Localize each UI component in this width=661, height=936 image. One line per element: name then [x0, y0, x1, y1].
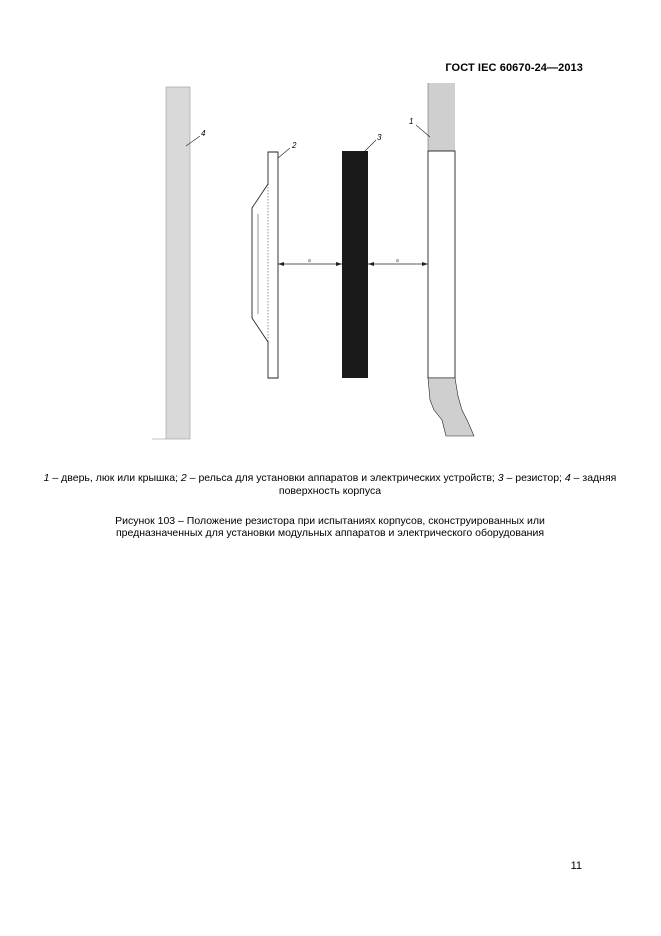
legend-text-2: – рельса для установки аппаратов и электрических устройств; — [186, 472, 498, 484]
callout-4: 4 — [201, 129, 206, 138]
document-header: ГОСТ IEC 60670-24—2013 — [445, 62, 583, 74]
legend-text-3: – резистор; — [503, 472, 565, 484]
caption-line-2: предназначенных для установки модульных аппаратов и электрического оборудования — [115, 527, 545, 539]
legend-text-4: – задняя поверхность корпуса — [278, 472, 617, 497]
caption-line-1: Рисунок 103 – Положение резистора при испытаниях корпусов, сконструированных или — [115, 515, 545, 527]
resistor — [342, 151, 368, 378]
legend-num-1: 1 — [43, 472, 50, 484]
door-cover — [428, 151, 455, 378]
rear-surface — [166, 87, 190, 439]
callout-1: 1 — [409, 117, 414, 126]
figure-caption — [40, 515, 620, 539]
legend-num-2: 2 — [180, 472, 187, 484]
legend-num-4: 4 — [564, 472, 571, 484]
page-number: 11 — [570, 860, 582, 872]
legend-num-3: 3 — [497, 472, 504, 484]
figure-legend — [40, 472, 620, 498]
callout-3: 3 — [377, 133, 382, 142]
dimension-label-2: a — [396, 258, 399, 264]
callout-2: 2 — [292, 141, 297, 150]
legend-text-1: – дверь, люк или крышка; — [49, 472, 181, 484]
dimension-label-1: a — [308, 258, 311, 264]
mounting-rail — [252, 152, 278, 378]
door-cover-lower — [428, 378, 474, 436]
door-cover-upper — [428, 83, 455, 151]
